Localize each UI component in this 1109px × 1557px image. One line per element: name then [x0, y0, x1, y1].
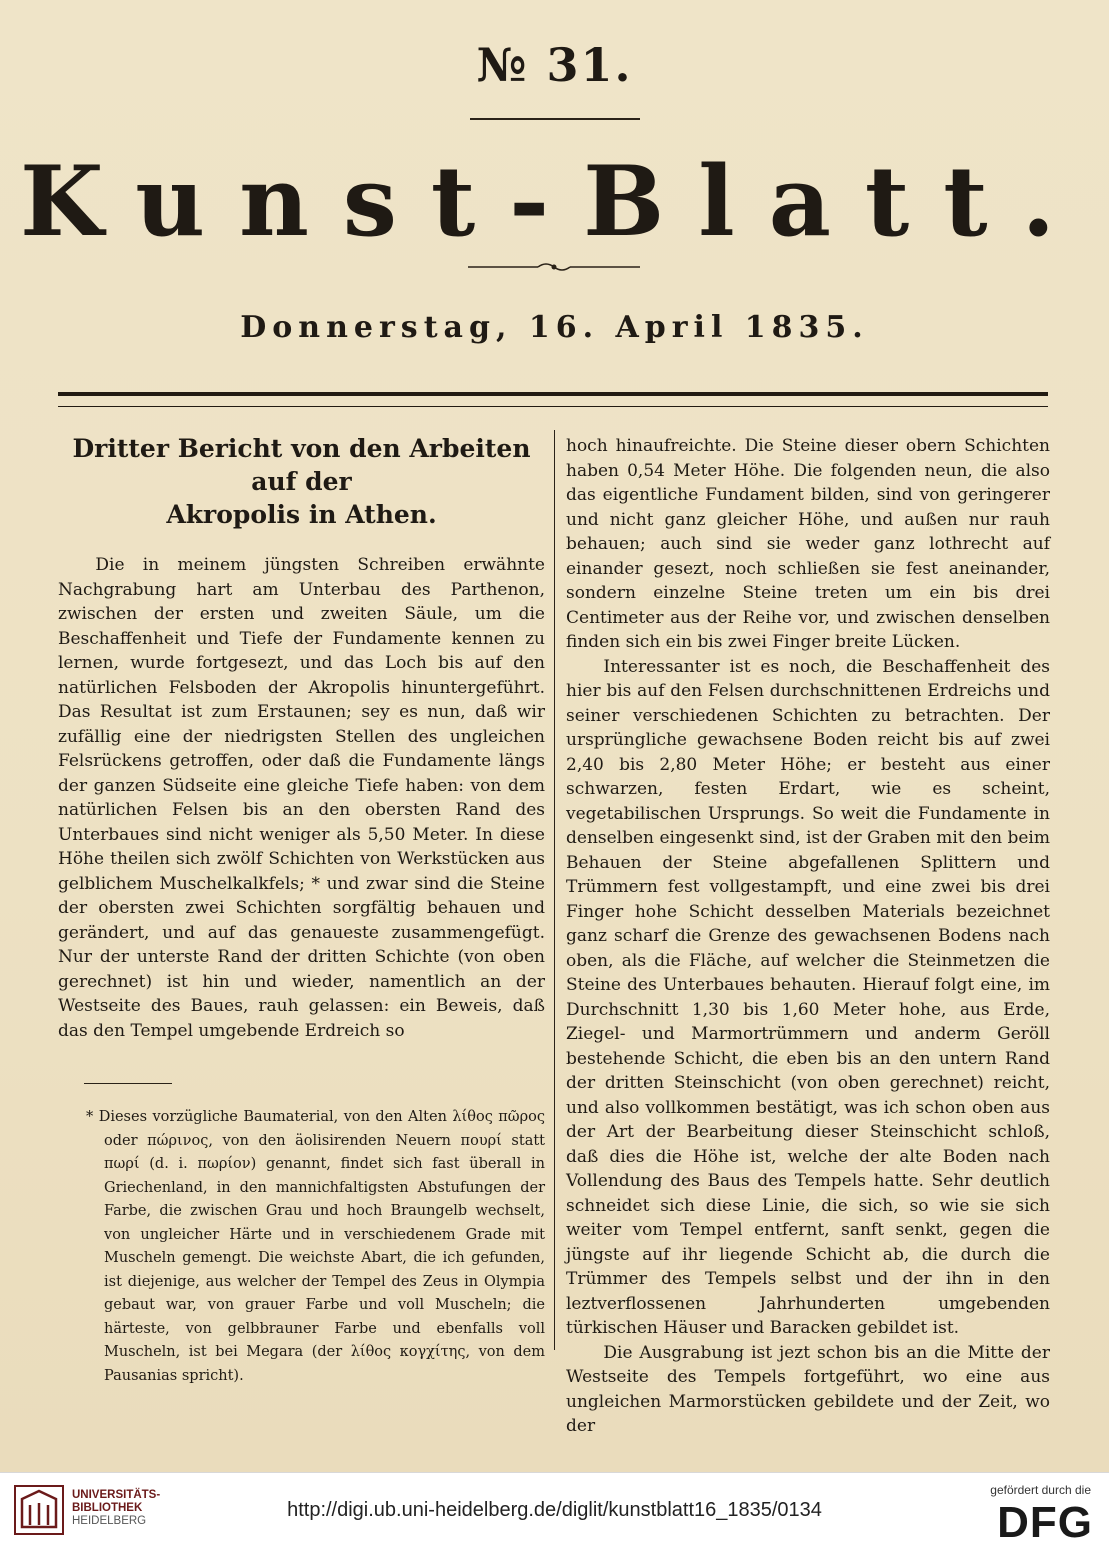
permalink-url[interactable]: http://digi.ub.uni-heidelberg.de/diglit/kunstblatt16_1835/0134 — [287, 1499, 822, 1521]
viewer-footer — [0, 1472, 1109, 1557]
funder-caption: gefördert durch die — [990, 1483, 1091, 1497]
article-title-line2: Akropolis in Athen. — [166, 500, 437, 529]
institution-line3: HEIDELBERG — [72, 1515, 147, 1527]
footnote: * Dieses vorzügliche Baumaterial, von den Alten λίθος πῶρος oder πώρινος, von den äolisirenden Neuern πουρί statt πωρί (d. i. πωρίον) genannt, findet sich fast überall in Griechenland, in den mannichfaltigsten Abstufungen der Farbe, die zwischen Grau und hoch Braungelb wechselt, von ungleicher Härte und in verschiedenem Grade mit Muscheln gemengt. Die weichste Abart, die ich gefunden, ist diejenige, aus welcher der Tempel des Zeus in Olympia gebaut war, von grauer Farbe und voll Muscheln; die härteste, von gelbbrauner Farbe und ebenfalls voll Muscheln, ist bei Megara (der λίθος κογχίτης, von dem Pausanias spricht). — [86, 1109, 545, 1384]
article-title — [58, 432, 545, 531]
right-paragraph-1: hoch hinaufreichte. Die Steine dieser obern Schichten haben 0,54 Meter Höhe. Die folgenden neun, die also das eigentliche Fundament bilden, sind von geringerer und nicht ganz gleicher Höhe, und außen nur rauh behauen; auch sind sie weder ganz lothrecht auf einander gesezt, noch schließen sie fest aneinander, sondern einzelne Steine treten um ein bis drei Centimeter aus der Reihe vor, und zwischen denselben finden sich ein bis zwei Finger breite Lücken. — [566, 436, 1050, 652]
institution-line2: BIBLIOTHEK — [72, 1502, 143, 1514]
issue-date: Donnerstag, 16. April 1835. — [240, 310, 869, 345]
footnote-rule — [84, 1083, 172, 1084]
right-column — [566, 434, 1050, 1439]
masthead-title: Kunst-Blatt. — [19, 145, 1090, 258]
dfg-logo[interactable]: DFG — [997, 1498, 1093, 1547]
article-title-line1: Dritter Bericht von den Arbeiten auf der — [72, 434, 531, 496]
left-paragraph-1: Die in meinem jüngsten Schreiben erwähnte Nachgrabung hart am Unterbau des Parthenon, zwischen der ersten und zweiten Säule, um die Beschaffenheit und Tiefe der Fundamente kennen zu lernen, wurde fortgesezt, und das Loch bis auf den natürlichen Felsboden der Akropolis hinuntergeführt. Das Resultat ist zum Erstaunen; sey es nun, daß wir zufällig eine der niedrigsten Stellen des ungleichen Felsrückens getroffen, oder daß die Fundamente längs der ganzen Südseite eine gleiche Tiefe haben: von dem natürlichen Felsen bis an den obersten Rand des Unterbaues sind nicht weniger als 5,50 Meter. In diese Höhe theilen sich zwölf Schichten von Werkstücken aus gelblichem Muschelkalkfels; * und zwar sind die Steine der obersten zwei Schichten sorgfältig behauen und gerändert, und auf das genaueste zusammengefügt. Nur der unterste Rand der dritten Schichte (von oben gerechnet) ist hin und wieder, namentlich an der Westseite des Baues, rauh gelassen: ein Beweis, daß das den Tempel umgebende Erdreich so — [58, 555, 545, 1041]
issue-rule — [470, 118, 640, 120]
header-double-rule — [58, 392, 1048, 407]
ornament-rule — [468, 260, 640, 274]
left-column — [58, 432, 545, 1388]
issue-number: № 31. — [476, 38, 633, 92]
column-divider — [554, 430, 555, 1350]
right-paragraph-2: Interessanter ist es noch, die Beschaffenheit des hier bis auf den Felsen durchschnittenen Erdreichs und seiner verschiedenen Schichten zu betrachten. Der ursprüngliche gewachsene Boden reicht bis auf zwei 2,40 bis 2,80 Meter Höhe; er besteht aus einer schwarzen, festen Erdart, wie es scheint, vegetabilischen Ursprungs. So weit die Fundamente in denselben eingesenkt sind, ist der Graben mit den beim Behauen der Steine abgefallenen Splittern und Trümmern fest vollgestampft, und eine zwei bis drei Finger hohe Schicht desselben Materials bezeichnet ganz scharf die Grenze des gewachsenen Bodens nach oben, als die Fläche, auf welcher die Steinmetzen die Steine des Unterbaues behauten. Hierauf folgt eine, im Durchschnitt 1,30 bis 1,60 Meter hohe, aus Erde, Ziegel- und Marmortrümmern und anderm Geröll bestehende Schicht, die eben bis an den untern Rand der dritten Steinschicht (von oben gerechnet) reicht, und also vollkommen bestätigt, was ich schon oben aus der Art der Bearbeitung dieser Steinschicht schloß, daß dies die Höhe ist, welche der alte Boden nach Vollendung des Baus des Tempels hatte. Sehr deutlich schneidet sich diese Linie, die sich, so wie sie sich weiter vom Tempel entfernt, sanft senkt, gegen die jüngste auf ihr liegende Schicht ab, die durch die Trümmer des Tempels selbst und der ihn in den leztverflossenen Jahrhunderten umgebenden türkischen Häuser und Baracken gebildet ist. — [566, 656, 1050, 1338]
right-paragraph-3: Die Ausgrabung ist jezt schon bis an die Mitte der Westseite des Tempels fortgeführt, wo eine aus ungleichen Marmorstücken gebildete und der Zeit, wo der — [566, 1342, 1050, 1436]
institution-line1: UNIVERSITÄTS- — [72, 1489, 161, 1501]
